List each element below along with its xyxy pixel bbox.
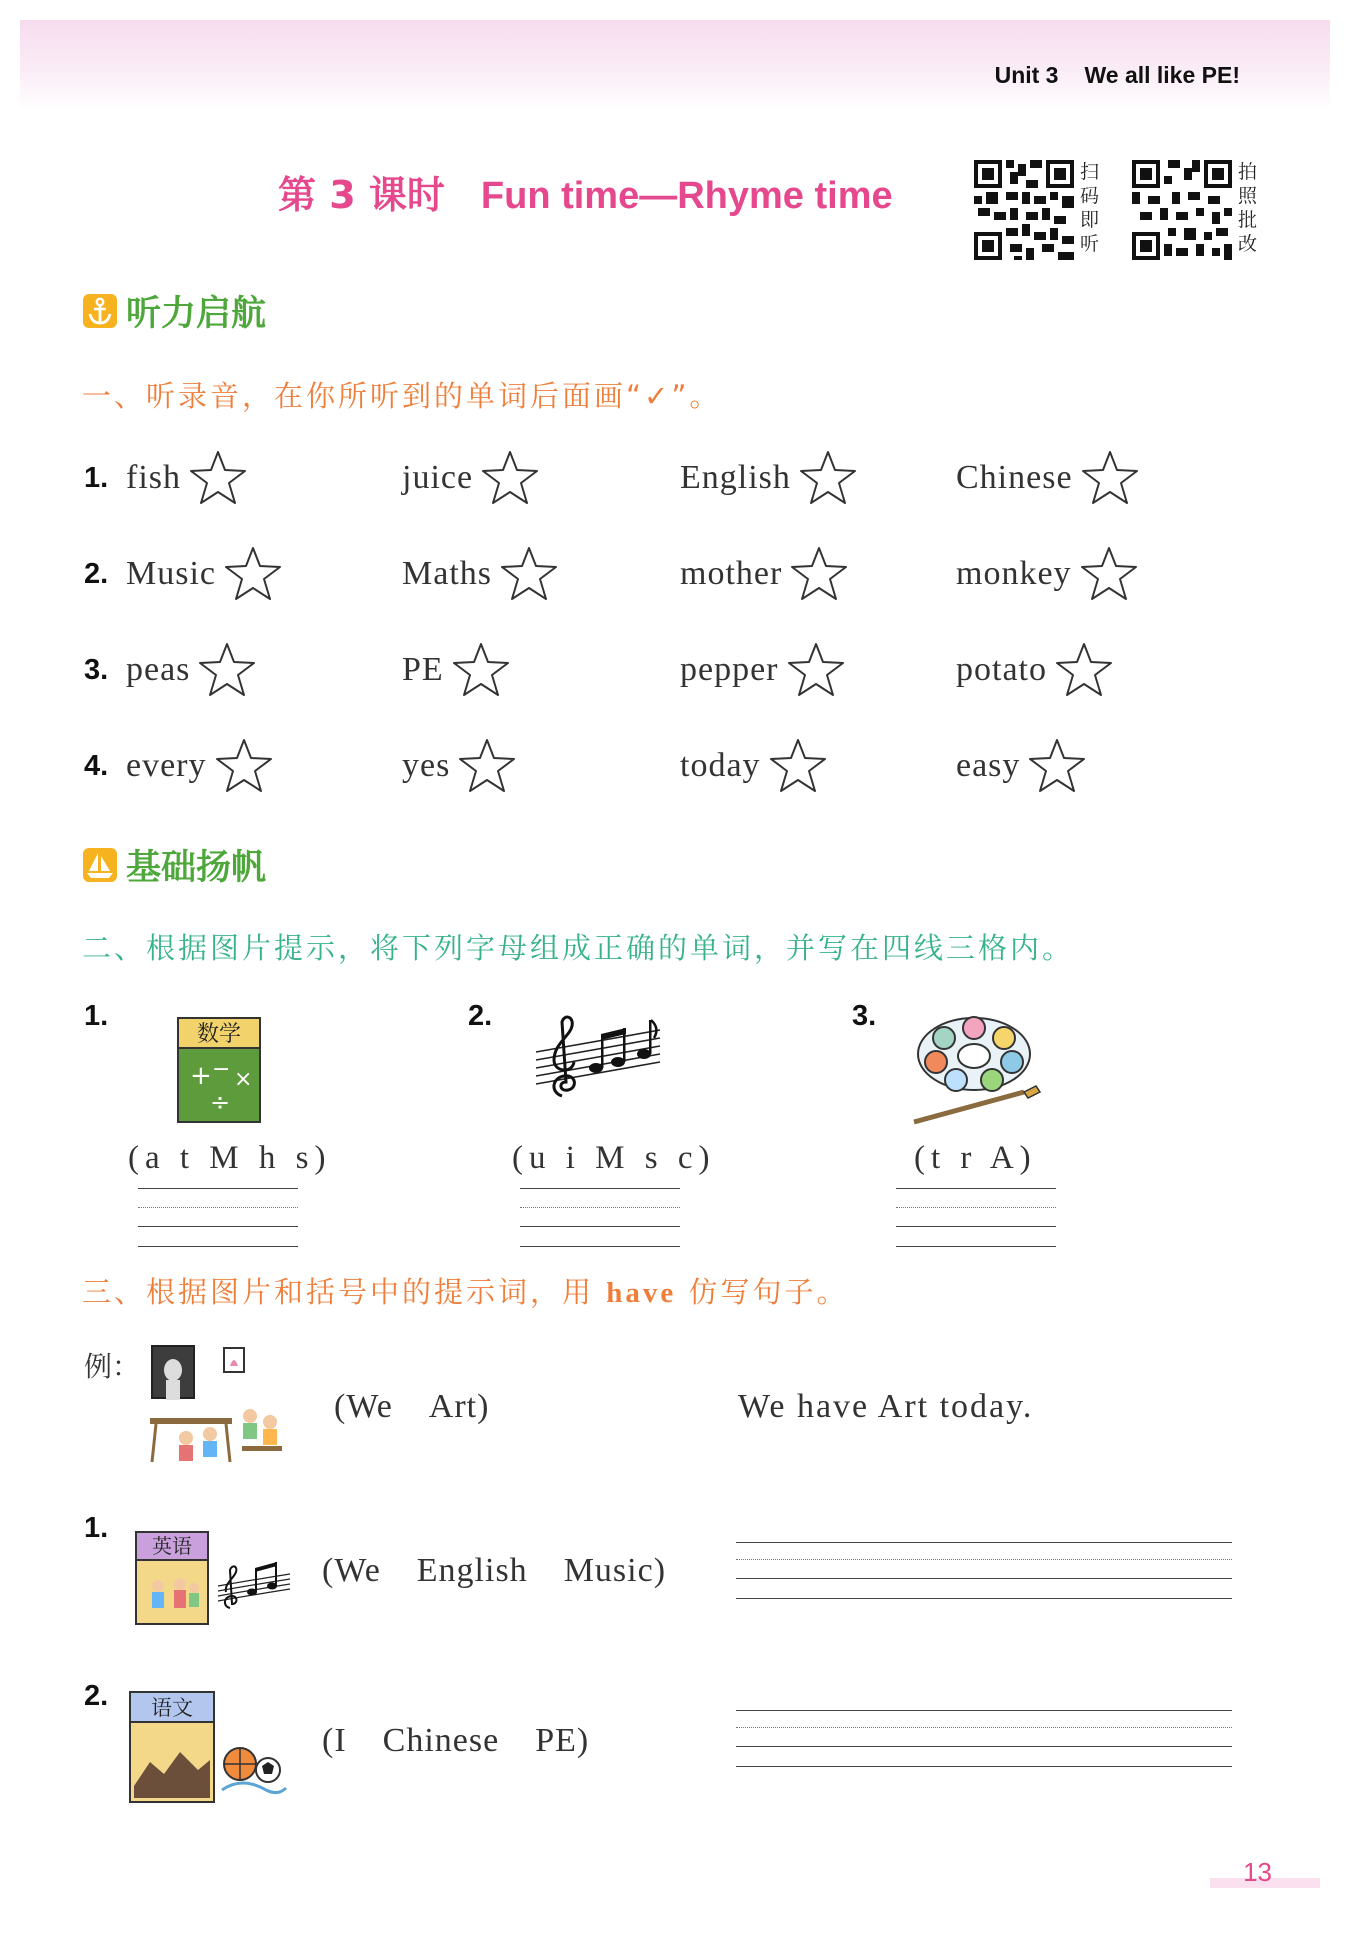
english-book-label: 英语 <box>152 1534 192 1558</box>
row-number: 3. <box>84 654 109 686</box>
writing-lines[interactable] <box>520 1188 680 1250</box>
unit-title: We all like PE! <box>1084 62 1240 88</box>
star-checkbox-icon[interactable] <box>1028 738 1086 794</box>
star-checkbox-icon[interactable] <box>799 450 857 506</box>
word-label: juice <box>402 459 474 496</box>
part2-instruction: 二、根据图片提示，将下列字母组成正确的单词，并写在四线三格内。 <box>82 931 1075 965</box>
answer-lines[interactable] <box>736 1542 1232 1604</box>
star-checkbox-icon[interactable] <box>189 450 247 506</box>
svg-text:×: × <box>234 1067 253 1092</box>
example-cue: (We Art) <box>334 1388 490 1425</box>
item-cue: (We English Music) <box>322 1552 667 1589</box>
part1-instruction: 一、听录音，在你所听到的单词后面画“✓”。 <box>82 379 722 413</box>
star-checkbox-icon[interactable] <box>198 642 256 698</box>
item-number: 2. <box>468 1000 493 1032</box>
section-title: 听力启航 <box>126 294 267 334</box>
row-number: 4. <box>84 750 109 782</box>
item-number: 1. <box>84 1000 109 1032</box>
listening-word-item[interactable] <box>126 738 273 794</box>
item-number: 2. <box>84 1680 109 1712</box>
letters-hint: (a t M h s) <box>128 1140 332 1176</box>
listening-word-item[interactable] <box>402 450 539 506</box>
listening-word-item[interactable] <box>402 738 516 794</box>
row-number: 1. <box>84 462 109 494</box>
listening-word-item[interactable] <box>956 738 1086 794</box>
word-label: Chinese <box>956 459 1073 496</box>
sailboat-icon <box>82 847 118 883</box>
star-checkbox-icon[interactable] <box>1055 642 1113 698</box>
unit-header <box>995 62 1240 89</box>
listening-word-item[interactable] <box>680 546 848 602</box>
music-notes-icon <box>532 1012 668 1113</box>
listening-word-item[interactable] <box>126 450 247 506</box>
star-checkbox-icon[interactable] <box>458 738 516 794</box>
word-label: pepper <box>680 651 779 688</box>
star-checkbox-icon[interactable] <box>790 546 848 602</box>
qr-caption: 扫码即听 <box>1080 161 1100 255</box>
part3-instruction <box>82 1270 848 1311</box>
word-label: PE <box>402 651 444 688</box>
word-label: easy <box>956 747 1021 784</box>
listening-word-item[interactable] <box>956 642 1113 698</box>
qr-caption: 拍照批改 <box>1238 161 1258 255</box>
word-label: fish <box>126 459 181 496</box>
chinese-book-icon <box>128 1690 290 1809</box>
instruction-keyword: have <box>606 1277 677 1309</box>
chinese-book-label: 语文 <box>151 1696 193 1720</box>
star-checkbox-icon[interactable] <box>1081 450 1139 506</box>
listening-word-item[interactable] <box>956 450 1139 506</box>
page-number: 13 <box>1243 1857 1272 1887</box>
word-label: English <box>680 459 791 496</box>
qr-photo-correct[interactable] <box>1132 160 1260 260</box>
maths-book-icon <box>176 1014 262 1129</box>
listening-word-item[interactable] <box>126 642 256 698</box>
svg-text:−: − <box>212 1057 231 1082</box>
word-label: peas <box>126 651 191 688</box>
star-checkbox-icon[interactable] <box>452 642 510 698</box>
english-book-icon <box>134 1530 292 1631</box>
word-label: potato <box>956 651 1047 688</box>
word-label: mother <box>680 555 783 592</box>
star-checkbox-icon[interactable] <box>215 738 273 794</box>
qr-code-icon <box>1132 160 1232 260</box>
section-listening <box>82 286 266 336</box>
answer-lines[interactable] <box>736 1710 1232 1772</box>
listening-word-item[interactable] <box>402 642 510 698</box>
star-checkbox-icon[interactable] <box>769 738 827 794</box>
anchor-icon <box>82 293 118 329</box>
qr-listen[interactable] <box>974 160 1102 260</box>
row-number: 2. <box>84 558 109 590</box>
word-label: yes <box>402 747 451 784</box>
word-label: every <box>126 747 207 784</box>
listening-word-item[interactable] <box>680 642 845 698</box>
svg-text:+: + <box>190 1061 212 1091</box>
star-checkbox-icon[interactable] <box>224 546 282 602</box>
listening-word-item[interactable] <box>402 546 558 602</box>
word-label: Maths <box>402 555 492 592</box>
listening-word-item[interactable] <box>680 738 827 794</box>
word-label: today <box>680 747 761 784</box>
star-checkbox-icon[interactable] <box>1080 546 1138 602</box>
item-number: 3. <box>852 1000 877 1032</box>
example-label: 例： <box>84 1350 141 1383</box>
instruction-text: 三、根据图片和括号中的提示词，用 <box>82 1275 595 1309</box>
svg-text:÷: ÷ <box>210 1088 231 1116</box>
item-number: 1. <box>84 1512 109 1544</box>
example-answer: We have Art today. <box>738 1388 1034 1425</box>
writing-lines[interactable] <box>138 1188 298 1250</box>
instruction-text: 仿写句子。 <box>688 1275 849 1309</box>
lesson-subtitle: Fun time—Rhyme time <box>480 175 893 217</box>
maths-book-label: 数学 <box>196 1022 242 1047</box>
art-class-icon <box>146 1342 286 1477</box>
star-checkbox-icon[interactable] <box>787 642 845 698</box>
letters-hint: (u i M s c) <box>512 1140 716 1176</box>
writing-lines[interactable] <box>896 1188 1056 1250</box>
star-checkbox-icon[interactable] <box>481 450 539 506</box>
qr-code-icon <box>974 160 1074 260</box>
paint-palette-icon <box>900 1012 1050 1135</box>
word-label: monkey <box>956 555 1072 592</box>
unit-label: Unit 3 <box>994 62 1059 88</box>
lesson-title <box>278 164 893 219</box>
listening-word-item[interactable] <box>956 546 1138 602</box>
listening-word-item[interactable] <box>126 546 282 602</box>
section-title: 基础扬帆 <box>126 848 267 888</box>
star-checkbox-icon[interactable] <box>500 546 558 602</box>
item-cue: (I Chinese PE) <box>322 1722 590 1759</box>
section-basics <box>82 840 266 890</box>
letters-hint: (t r A) <box>914 1140 1037 1176</box>
listening-word-item[interactable] <box>680 450 857 506</box>
word-label: Music <box>126 555 216 592</box>
lesson-number: 第 3 课时 <box>278 173 445 217</box>
